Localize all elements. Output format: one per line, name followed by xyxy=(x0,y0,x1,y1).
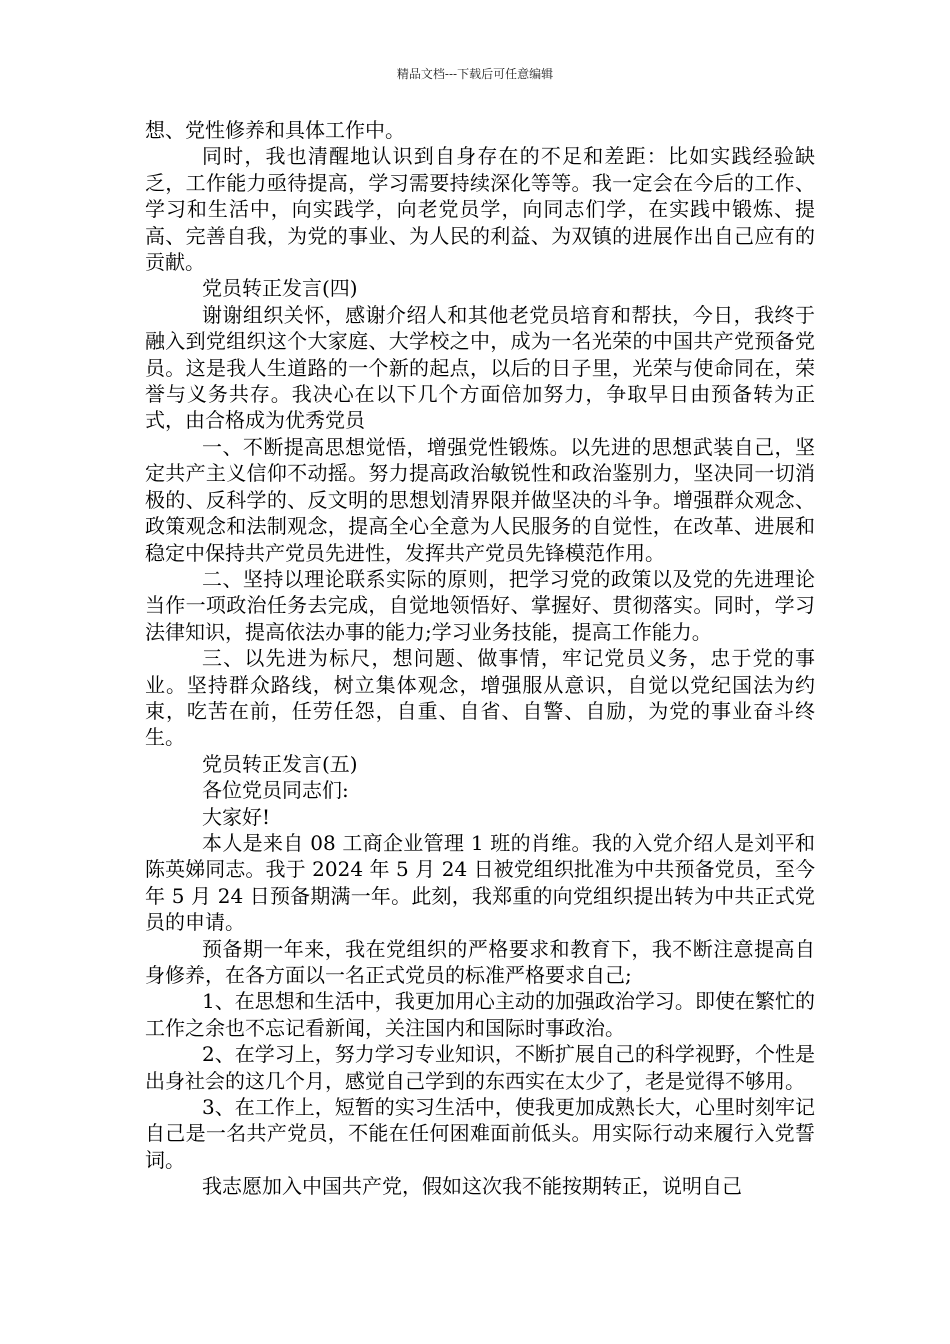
paragraph: 三、以先进为标尺，想问题、做事情，牢记党员义务，忠于党的事业。坚持群众路线，树立集体观念，增强服从意识，自觉以党纪国法为约束，吃苦在前，任劳任怨，自重、自省、自警、自励，为党的事业奋斗终生。 xyxy=(145,646,815,750)
greeting: 大家好! xyxy=(202,804,271,829)
paragraph: 本人是来自 08 工商企业管理 1 班的肖维。我的入党介绍人是刘平和陈英娣同志。我于 2024 年 5 月 24 日被党组织批准为中共预备党员，至今年 5 月 24 日预备期满一年。此刻，我郑重的向党组织提出转为中共正式党员的申请。 xyxy=(145,830,815,935)
section-heading: 党员转正发言(五) xyxy=(202,751,358,776)
salutation: 各位党员同志们: xyxy=(202,778,349,803)
paragraph: 3、在工作上，短暂的实习生活中，使我更加成熟长大，心里时刻牢记自己是一名共产党员，不能在任何困难面前低头。用实际行动来履行入党誓词。 xyxy=(145,1095,815,1172)
document-body xyxy=(145,117,815,1200)
paragraph: 2、在学习上，努力学习专业知识，不断扩展自己的科学视野，个性是出身社会的这几个月，感觉自己学到的东西实在太少了，老是觉得不够用。 xyxy=(145,1042,815,1093)
paragraph: 谢谢组织关怀，感谢介绍人和其他老党员培育和帮扶，今日，我终于融入到党组织这个大家庭、大学校之中，成为一名光荣的中国共产党预备党员。这是我人生道路的一个新的起点，以后的日子里，光荣与使命同在，荣誉与义务共存。我决心在以下几个方面倍加努力，争取早日由预备转为正式，由合格成为优秀党员 xyxy=(145,302,815,433)
paragraph: 我志愿加入中国共产党，假如这次我不能按期转正，说明自己 xyxy=(202,1174,742,1199)
paragraph: 想、党性修养和具体工作中。 xyxy=(145,118,405,142)
paragraph: 预备期一年来，我在党组织的严格要求和教育下，我不断注意提高自身修养，在各方面以一名正式党员的标准严格要求自己; xyxy=(145,936,815,987)
paragraph: 一、不断提高思想觉悟，增强党性锻炼。以先进的思想武装自己，坚定共产主义信仰不动摇。努力提高政治敏锐性和政治鉴别力，坚决同一切消极的、反科学的、反文明的思想划清界限并做坚决的斗争。增强群众观念、政策观念和法制观念，提高全心全意为人民服务的自觉性，在改革、进展和稳定中保持共产党员先进性，发挥共产党员先锋模范作用。 xyxy=(145,434,815,565)
section-heading: 党员转正发言(四) xyxy=(202,276,358,301)
paragraph: 1、在思想和生活中，我更加用心主动的加强政治学习。即使在繁忙的工作之余也不忘记看新闻，关注国内和国际时事政治。 xyxy=(145,989,815,1040)
page-header: 精品文档---下载后可任意编辑 xyxy=(396,67,554,81)
paragraph: 二、坚持以理论联系实际的原则，把学习党的政策以及党的先进理论当作一项政治任务去完成，自觉地领悟好、掌握好、贯彻落实。同时，学习法律知识，提高依法办事的能力;学习业务技能，提高工作能力。 xyxy=(145,566,815,644)
paragraph: 同时，我也清醒地认识到自身存在的不足和差距：比如实践经验缺乏，工作能力亟待提高，学习需要持续深化等等。我一定会在今后的工作、学习和生活中，向实践学，向老党员学，向同志们学，在实践中锻炼、提高、完善自我，为党的事业、为人民的利益、为双镇的进展作出自己应有的贡献。 xyxy=(145,144,815,275)
